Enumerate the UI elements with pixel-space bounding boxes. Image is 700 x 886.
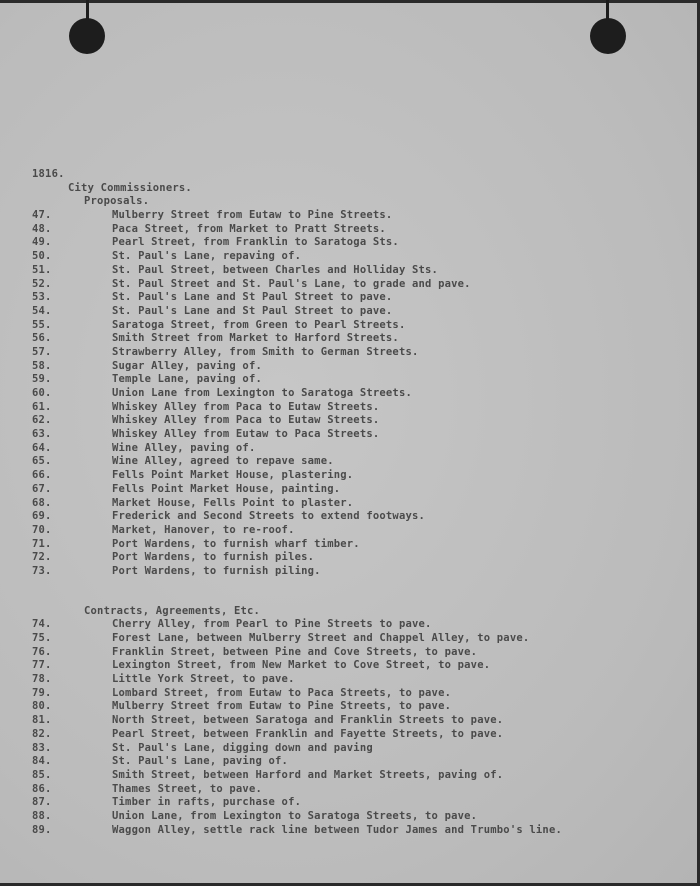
- item-text: Strawberry Alley, from Smith to German Streets.: [112, 345, 419, 358]
- item-number: 50.: [32, 250, 52, 263]
- list-item: [32, 223, 672, 237]
- list-item: [32, 319, 672, 333]
- list-item: [32, 687, 672, 701]
- item-text: St. Paul's Lane and St Paul Street to pave.: [112, 291, 393, 304]
- list-item: [32, 565, 672, 579]
- year-heading: 1816.: [32, 168, 65, 180]
- list-item: [32, 497, 672, 511]
- item-text: Waggon Alley, settle rack line between Tudor James and Trumbo's line.: [112, 823, 562, 836]
- item-text: St. Paul Street and St. Paul's Lane, to grade and pave.: [112, 277, 471, 290]
- item-number: 49.: [32, 236, 52, 249]
- item-text: Mulberry Street from Eutaw to Pine Streets.: [112, 209, 393, 222]
- list-item: [32, 483, 672, 497]
- item-number: 77.: [32, 659, 52, 672]
- item-text: Whiskey Alley from Paca to Eutaw Streets.: [112, 414, 380, 427]
- list-item: [32, 401, 672, 415]
- item-number: 48.: [32, 222, 52, 235]
- item-text: Timber in rafts, purchase of.: [112, 796, 302, 809]
- item-number: 73.: [32, 564, 52, 577]
- item-number: 74.: [32, 618, 52, 631]
- list-item: [32, 538, 672, 552]
- item-number: 76.: [32, 645, 52, 658]
- list-item: [32, 346, 672, 360]
- item-text: Pearl Street, between Franklin and Fayette Streets, to pave.: [112, 727, 504, 740]
- item-number: 79.: [32, 686, 52, 699]
- item-text: Smith Street, between Harford and Market Streets, paving of.: [112, 768, 504, 781]
- item-number: 53.: [32, 291, 52, 304]
- item-number: 59.: [32, 373, 52, 386]
- list-item: [32, 728, 672, 742]
- item-text: Lexington Street, from New Market to Cove Street, to pave.: [112, 659, 491, 672]
- proposals-heading: Proposals.: [84, 195, 150, 208]
- list-item: [32, 783, 672, 797]
- list-item: [32, 551, 672, 565]
- list-item: [32, 236, 672, 250]
- item-number: 82.: [32, 727, 52, 740]
- item-number: 84.: [32, 755, 52, 768]
- item-text: Sugar Alley, paving of.: [112, 359, 262, 372]
- list-item: [32, 305, 672, 319]
- document-text: [32, 168, 672, 837]
- list-item: [32, 824, 672, 838]
- item-text: St. Paul's Lane and St Paul Street to pave.: [112, 304, 393, 317]
- list-item: [32, 332, 672, 346]
- list-item: [32, 769, 672, 783]
- item-text: Franklin Street, between Pine and Cove Streets, to pave.: [112, 645, 478, 658]
- section-heading: City Commissioners.: [68, 181, 192, 194]
- item-number: 54.: [32, 304, 52, 317]
- list-item: [32, 796, 672, 810]
- list-item: [32, 618, 672, 632]
- item-number: 65.: [32, 455, 52, 468]
- page-edge-top: [0, 0, 700, 3]
- item-text: St. Paul's Lane, digging down and paving: [112, 741, 373, 754]
- list-item: [32, 264, 672, 278]
- item-number: 86.: [32, 782, 52, 795]
- list-item: [32, 510, 672, 524]
- list-item: [32, 673, 672, 687]
- list-item: [32, 455, 672, 469]
- item-text: Forest Lane, between Mulberry Street and Chappel Alley, to pave.: [112, 632, 530, 644]
- item-text: Fells Point Market House, plastering.: [112, 469, 354, 482]
- item-text: Wine Alley, agreed to repave same.: [112, 455, 334, 468]
- item-number: 88.: [32, 809, 52, 822]
- list-item: [32, 659, 672, 673]
- item-number: 63.: [32, 428, 52, 441]
- list-item: [32, 700, 672, 714]
- item-number: 64.: [32, 441, 52, 454]
- list-item: [32, 524, 672, 538]
- item-number: 51.: [32, 263, 52, 276]
- item-text: Port Wardens, to furnish wharf timber.: [112, 537, 360, 550]
- contracts-list: [32, 618, 672, 837]
- item-number: 61.: [32, 400, 52, 413]
- list-item: [32, 209, 672, 223]
- item-text: Thames Street, to pave.: [112, 782, 262, 795]
- item-number: 62.: [32, 414, 52, 427]
- list-item: [32, 373, 672, 387]
- item-number: 66.: [32, 469, 52, 482]
- contracts-heading: Contracts, Agreements, Etc.: [84, 604, 261, 617]
- list-item: [32, 250, 672, 264]
- binder-hole-left: [69, 18, 105, 54]
- list-item: [32, 742, 672, 756]
- item-number: 83.: [32, 741, 52, 754]
- item-text: Mulberry Street from Eutaw to Pine Streets, to pave.: [112, 700, 452, 713]
- item-text: Port Wardens, to furnish piling.: [112, 564, 321, 577]
- item-number: 55.: [32, 318, 52, 331]
- item-text: Whiskey Alley from Paca to Eutaw Streets.: [112, 400, 380, 413]
- list-item: [32, 646, 672, 660]
- binder-hole-right: [590, 18, 626, 54]
- item-text: Whiskey Alley from Eutaw to Paca Streets.: [112, 428, 380, 441]
- item-number: 68.: [32, 496, 52, 509]
- list-item: [32, 714, 672, 728]
- item-number: 71.: [32, 537, 52, 550]
- list-item: [32, 278, 672, 292]
- item-text: Smith Street from Market to Harford Streets.: [112, 332, 399, 345]
- item-text: Temple Lane, paving of.: [112, 373, 262, 386]
- item-number: 67.: [32, 482, 52, 495]
- item-text: St. Paul's Lane, repaving of.: [112, 250, 302, 263]
- item-text: Pearl Street, from Franklin to Saratoga Sts.: [112, 236, 399, 249]
- item-text: St. Paul Street, between Charles and Holliday Sts.: [112, 263, 439, 276]
- list-item: [32, 360, 672, 374]
- item-text: North Street, between Saratoga and Franklin Streets to pave.: [112, 714, 504, 727]
- item-text: Union Lane from Lexington to Saratoga Streets.: [112, 387, 412, 399]
- proposals-list: [32, 209, 672, 579]
- item-number: 81.: [32, 714, 52, 727]
- list-item: [32, 632, 672, 646]
- list-item: [32, 755, 672, 769]
- item-text: Cherry Alley, from Pearl to Pine Streets to pave.: [112, 618, 432, 631]
- list-item: [32, 810, 672, 824]
- list-item: [32, 428, 672, 442]
- item-number: 75.: [32, 632, 52, 644]
- item-text: Paca Street, from Market to Pratt Streets.: [112, 222, 386, 235]
- item-number: 87.: [32, 796, 52, 809]
- list-item: [32, 291, 672, 305]
- item-text: Frederick and Second Streets to extend footways.: [112, 510, 426, 523]
- list-item: [32, 469, 672, 483]
- item-text: Market, Hanover, to re-roof.: [112, 523, 295, 536]
- item-number: 60.: [32, 387, 52, 399]
- item-text: St. Paul's Lane, paving of.: [112, 755, 289, 768]
- item-number: 57.: [32, 345, 52, 358]
- item-number: 52.: [32, 277, 52, 290]
- item-number: 85.: [32, 768, 52, 781]
- list-item: [32, 442, 672, 456]
- item-number: 72.: [32, 551, 52, 564]
- item-number: 70.: [32, 523, 52, 536]
- list-item: [32, 387, 672, 401]
- item-text: Little York Street, to pave.: [112, 673, 295, 686]
- item-text: Market House, Fells Point to plaster.: [112, 496, 354, 509]
- item-number: 69.: [32, 510, 52, 523]
- item-text: Fells Point Market House, painting.: [112, 482, 341, 495]
- item-text: Wine Alley, paving of.: [112, 441, 256, 454]
- item-number: 80.: [32, 700, 52, 713]
- item-text: Saratoga Street, from Green to Pearl Streets.: [112, 318, 406, 331]
- item-number: 78.: [32, 673, 52, 686]
- item-text: Port Wardens, to furnish piles.: [112, 551, 315, 564]
- item-number: 47.: [32, 209, 52, 222]
- list-item: [32, 414, 672, 428]
- item-text: Lombard Street, from Eutaw to Paca Streets, to pave.: [112, 686, 452, 699]
- item-text: Union Lane, from Lexington to Saratoga Streets, to pave.: [112, 809, 478, 822]
- item-number: 56.: [32, 332, 52, 345]
- item-number: 89.: [32, 823, 52, 836]
- item-number: 58.: [32, 359, 52, 372]
